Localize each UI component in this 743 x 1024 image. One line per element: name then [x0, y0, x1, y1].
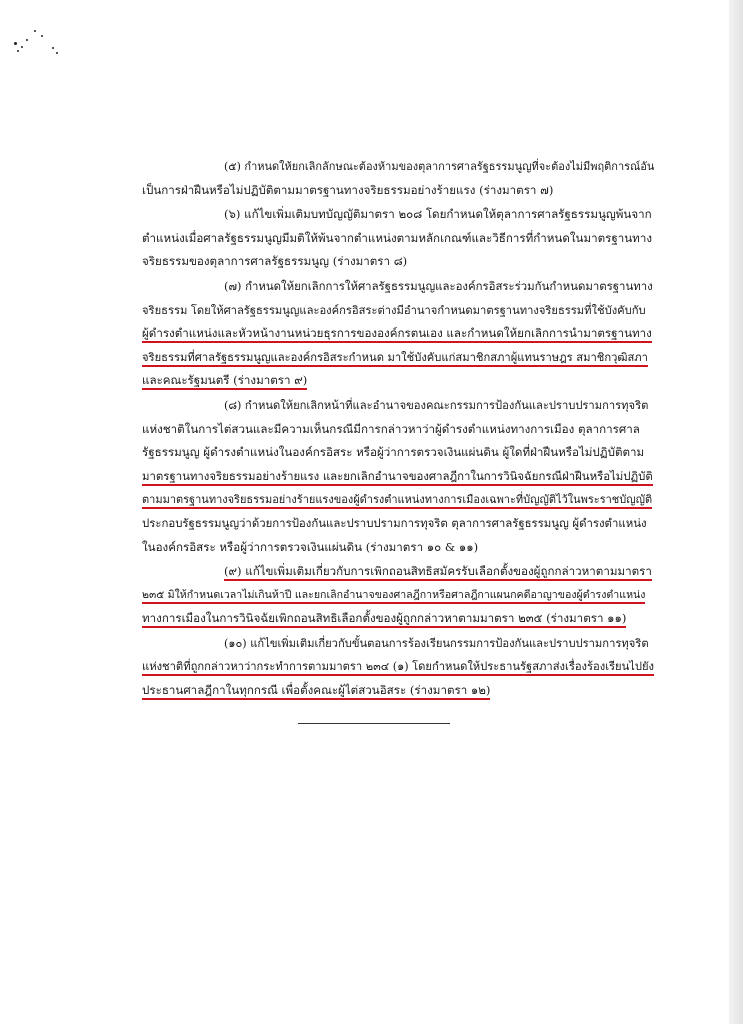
- paragraph-8: [142, 394, 654, 559]
- paragraph-line: รัฐธรรมนูญ ผู้ดำรงตำแหน่งในองค์กรอิสระ หรือผู้ว่าการตรวจเงินแผ่นดิน ผู้ใดที่ฝ่าฝืนหรือไม่ปฏิบัติตาม: [142, 445, 645, 460]
- paragraph-line: [142, 655, 654, 679]
- paragraph-line: [142, 607, 654, 631]
- paragraph-line: จริยธรรมของตุลาการศาลรัฐธรรมนูญ (ร่างมาตรา ๘): [142, 254, 408, 269]
- paragraph-line: (๕) กำหนดให้ยกเลิกลักษณะต้องห้ามของตุลาการศาลรัฐธรรมนูญที่จะต้องไม่มีพฤติการณ์อัน: [224, 160, 655, 173]
- paragraph-line: เป็นการฝ่าฝืนหรือไม่ปฏิบัติตามมาตรฐานทางจริยธรรมอย่างร้ายแรง (ร่างมาตรา ๗): [142, 182, 554, 197]
- paragraph-line: [142, 488, 654, 512]
- paragraph-line: (๗) กำหนดให้ยกเลิกการให้ศาลรัฐธรรมนูญและองค์กรอิสระร่วมกันกำหนดมาตรฐานทาง: [224, 278, 653, 293]
- underlined-line: แห่งชาติที่ถูกกล่าวหาว่ากระทำการตามมาตรา ๒๓๔ (๑) โดยกำหนดให้ประธานรัฐสภาส่งเรื่องร้องเรียนไปยัง: [142, 660, 654, 676]
- underlined-line: ตามมาตรฐานทางจริยธรรมอย่างร้ายแรงของผู้ดำรงตำแหน่งทางการเมืองเฉพาะที่บัญญัติไว้ในพระราชบัญญัติ: [142, 493, 652, 509]
- scan-specks: [12, 30, 72, 60]
- underlined-line: (๙) แก้ไขเพิ่มเติมเกี่ยวกับการเพิกถอนสิทธิสมัครรับเลือกตั้งของผู้ถูกกล่าวหาตามมาตรา: [224, 564, 652, 581]
- paragraph-10: [142, 632, 654, 703]
- paragraph-6: [142, 203, 654, 274]
- section-divider: [298, 723, 450, 724]
- paragraph-line: [142, 465, 654, 489]
- document-body: [142, 155, 654, 704]
- underlined-line: จริยธรรมที่ศาลรัฐธรรมนูญและองค์กรอิสระกำหนด มาใช้บังคับแก่สมาชิกสภาผู้แทนราษฎร สมาชิกวุฒิสภา: [142, 351, 648, 367]
- paragraph-line: [142, 679, 654, 703]
- underlined-line: และคณะรัฐมนตรี (ร่างมาตรา ๙): [142, 373, 307, 390]
- paragraph-line: ในองค์กรอิสระ หรือผู้ว่าการตรวจเงินแผ่นดิน (ร่างมาตรา ๑๐ & ๑๑): [142, 539, 479, 554]
- underlined-line: ผู้ดำรงตำแหน่งและหัวหน้างานหน่วยธุรการขององค์กรตนเอง และกำหนดให้ยกเลิกการนำมาตรฐานทาง: [142, 326, 652, 343]
- paragraph-line: ประกอบรัฐธรรมนูญว่าด้วยการป้องกันและปราบปรามการทุจริต ตุลาการศาลรัฐธรรมนูญ ผู้ดำรงตำแหน่ง: [142, 515, 647, 530]
- paragraph-line: [142, 560, 654, 584]
- paragraph-line: [142, 322, 654, 346]
- paragraph-line: (๑๐) แก้ไขเพิ่มเติมเกี่ยวกับขั้นตอนการร้องเรียนกรรมการป้องกันและปราบปรามการทุจริต: [224, 636, 649, 650]
- paragraph-5: [142, 155, 654, 202]
- paragraph-7: [142, 275, 654, 393]
- paragraph-line: [142, 584, 654, 608]
- paragraph-line: จริยธรรม โดยให้ศาลรัฐธรรมนูญและองค์กรอิสระต่างมีอำนาจกำหนดมาตรฐานทางจริยธรรมที่ใช้บังคับกับ: [142, 303, 646, 317]
- page-edge-shadow: [729, 0, 743, 1024]
- paragraph-line: [142, 346, 654, 370]
- underlined-line: มาตรฐานทางจริยธรรมอย่างร้ายแรง และยกเลิกอำนาจของศาลฎีกาในการวินิจฉัยกรณีฝ่าฝืนหรือไม่ปฏิบัติ: [142, 469, 653, 486]
- underlined-line: ๒๓๕ มิให้กำหนดเวลาไม่เกินห้าปี และยกเลิกอำนาจของศาลฎีกาหรือศาลฎีกาแผนกคดีอาญาของผู้ดำรงตำแหน่ง: [142, 589, 645, 604]
- paragraph-line: ตำแหน่งเมื่อศาลรัฐธรรมนูญมีมติให้พ้นจากตำแหน่งตามหลักเกณฑ์และวิธีการที่กำหนดในมาตรฐานทาง: [142, 230, 653, 245]
- underlined-line: ประธานศาลฎีกาในทุกกรณี เพื่อตั้งคณะผู้ไต่สวนอิสระ (ร่างมาตรา ๑๒): [142, 683, 490, 700]
- paragraph-9: [142, 560, 654, 631]
- paragraph-line: แห่งชาติในการไต่สวนและมีความเห็นกรณีมีการกล่าวหาว่าผู้ดำรงตำแหน่งทางการเมือง ตุลาการศาล: [142, 421, 640, 436]
- paragraph-line: (๖) แก้ไขเพิ่มเติมบทบัญญัติมาตรา ๒๐๘ โดยกำหนดให้ตุลาการศาลรัฐธรรมนูญพ้นจาก: [224, 207, 652, 222]
- paragraph-line: (๘) กำหนดให้ยกเลิกหน้าที่และอำนาจของคณะกรรมการป้องกันและปราบปรามการทุจริต: [224, 398, 649, 412]
- paragraph-line: [142, 369, 654, 393]
- underlined-line: ทางการเมืองในการวินิจฉัยเพิกถอนสิทธิเลือกตั้งของผู้ถูกกล่าวหาตามมาตรา ๒๓๕ (ร่างมาตรา ๑๑): [142, 611, 626, 628]
